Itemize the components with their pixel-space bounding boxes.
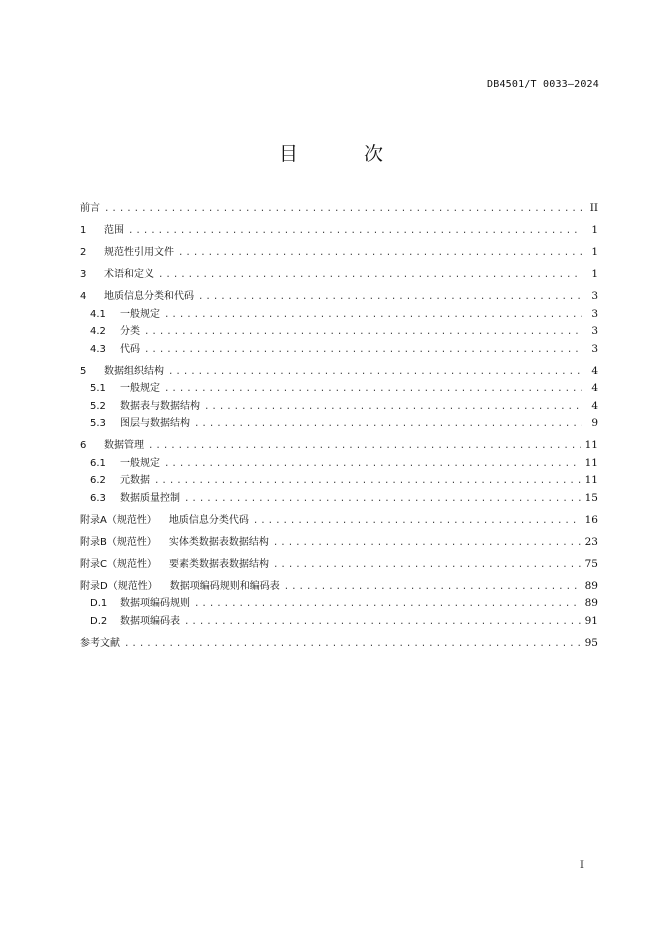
toc-entry-label: 元数据 [120,475,150,486]
toc-leader-dots [273,535,581,553]
toc-entry-number: 6 [80,440,87,451]
toc-entry-appendix-c[interactable] [80,556,598,574]
appendix-title: 地质信息分类代码 [168,514,249,526]
toc-entry-number: 4 [80,291,87,302]
toc-entry-page: 75 [584,557,598,570]
toc-entry-page: 11 [584,439,598,451]
toc-leader-dots [253,513,581,531]
toc-leader-dots [194,596,581,614]
toc-entry-number: 5.3 [90,418,106,429]
toc-entry-6-2[interactable] [80,472,598,490]
toc-entry-label: 数据表与数据结构 [120,400,200,412]
toc-entry-page: 3 [591,325,598,337]
toc-entry-page: 3 [591,342,598,355]
toc-entry-page: 1 [591,246,598,258]
table-of-contents [80,200,598,652]
toc-leader-dots [164,307,582,325]
toc-leader-dots [168,364,582,382]
toc-entry-appendix-d[interactable] [80,578,598,596]
toc-leader-dots [148,438,581,456]
toc-leader-dots [184,614,581,632]
toc-leader-dots [204,399,582,417]
toc-entry-label: 分类 [120,326,140,337]
toc-leader-dots [178,245,582,263]
toc-entry-page: 4 [591,399,598,412]
toc-leader-dots [273,557,581,575]
toc-entry-label [80,512,249,530]
toc-entry-page: 11 [584,474,598,486]
toc-leader-dots [128,223,582,241]
toc-entry-label: 代码 [120,343,140,355]
toc-entry-label: 术语和定义 [104,269,154,280]
toc-entry-label: 参考文献 [80,637,120,649]
toc-entry-5[interactable] [80,363,598,381]
toc-entry-number: 4.1 [90,308,106,320]
toc-entry-appendix-b[interactable] [80,534,598,552]
toc-entry-page: 89 [584,597,598,609]
toc-entry-number: 5 [80,365,87,377]
document-code: DB4501/T 0033—2024 [487,79,599,90]
toc-leader-dots [158,267,582,285]
toc-entry-4-2[interactable] [80,323,598,341]
toc-entry-references[interactable] [80,635,598,653]
toc-leader-dots [284,579,581,597]
toc-entry-page: 15 [584,491,598,504]
toc-entry-5-1[interactable] [80,380,598,398]
toc-entry-label: 规范性引用文件 [104,247,174,258]
toc-entry-label: 数据管理 [104,440,144,451]
toc-entry-6-3[interactable] [80,490,598,508]
toc-entry-number: D.2 [90,615,108,627]
appendix-title: 实体类数据表数据结构 [168,536,269,548]
toc-entry-number: 5.1 [90,383,106,394]
toc-entry-page: 9 [591,417,598,429]
appendix-tag: 附录C（规范性） [80,558,157,570]
toc-entry-page: 3 [591,307,598,320]
toc-entry-page: 23 [584,535,598,548]
toc-entry-6[interactable] [80,437,598,455]
toc-entry-appendix-a[interactable] [80,512,598,530]
toc-entry-page: 1 [591,224,598,236]
toc-leader-dots [184,491,581,509]
toc-entry-label: 数据项编码规则 [120,598,190,609]
toc-entry-label: 数据项编码表 [120,615,180,627]
toc-leader-dots [124,636,581,654]
toc-entry-number: 6.3 [90,492,106,504]
toc-entry-5-2[interactable] [80,398,598,416]
toc-entry-page: 4 [591,364,598,377]
toc-entry-page: II [589,202,598,214]
page-number: I [580,860,584,871]
toc-entry-label: 数据质量控制 [120,492,180,504]
toc-entry-label: 一般规定 [120,383,160,394]
toc-entry-label [80,534,269,552]
toc-entry-page: 4 [591,382,598,394]
toc-entry-foreword[interactable] [80,200,598,218]
toc-entry-label [80,578,280,596]
toc-entry-label: 一般规定 [120,308,160,320]
toc-entry-label: 地质信息分类和代码 [104,291,194,302]
toc-entry-number: 4.2 [90,326,106,337]
appendix-tag: 附录A（规范性） [80,514,157,526]
toc-entry-d-1[interactable] [80,595,598,613]
toc-entry-page: 91 [584,614,598,627]
toc-entry-label: 一般规定 [120,457,160,469]
toc-entry-3[interactable] [80,266,598,284]
appendix-tag: 附录D（规范性） [80,580,158,592]
toc-entry-page: 95 [584,636,598,649]
appendix-title: 数据项编码规则和编码表 [169,580,280,592]
toc-leader-dots [198,289,582,307]
toc-entry-label: 数据组织结构 [104,365,164,377]
toc-entry-number: 6.1 [90,457,106,469]
toc-entry-6-1[interactable] [80,455,598,473]
appendix-tag: 附录B（规范性） [80,536,157,548]
toc-entry-5-3[interactable] [80,415,598,433]
toc-entry-d-2[interactable] [80,613,598,631]
toc-entry-label: 范围 [104,225,124,236]
toc-entry-number: 4.3 [90,343,106,355]
toc-leader-dots [164,381,582,399]
toc-entry-2[interactable] [80,244,598,262]
toc-entry-number: 6.2 [90,475,106,486]
page-title: 目 次 [278,143,414,165]
toc-leader-dots [144,324,582,342]
toc-entry-label: 前言 [80,203,100,214]
toc-entry-label: 图层与数据结构 [120,418,190,429]
toc-entry-page: 11 [584,456,598,469]
toc-entry-number: 2 [80,247,87,258]
toc-leader-dots [154,473,581,491]
toc-entry-4-1[interactable] [80,306,598,324]
toc-entry-4-3[interactable] [80,341,598,359]
toc-entry-label [80,556,269,574]
toc-entry-page: 1 [591,268,598,280]
toc-entry-number: 1 [80,225,87,236]
toc-entry-number: D.1 [90,598,108,609]
appendix-title: 要素类数据表数据结构 [168,558,269,570]
toc-leader-dots [194,416,582,434]
toc-leader-dots [164,456,581,474]
toc-entry-1[interactable] [80,222,598,240]
toc-entry-number: 5.2 [90,400,106,412]
toc-leader-dots [144,342,582,360]
toc-entry-page: 89 [584,579,598,592]
toc-leader-dots [104,201,582,219]
toc-entry-page: 3 [591,290,598,302]
toc-entry-number: 3 [80,269,87,280]
toc-entry-4[interactable] [80,288,598,306]
toc-entry-page: 16 [584,513,598,526]
